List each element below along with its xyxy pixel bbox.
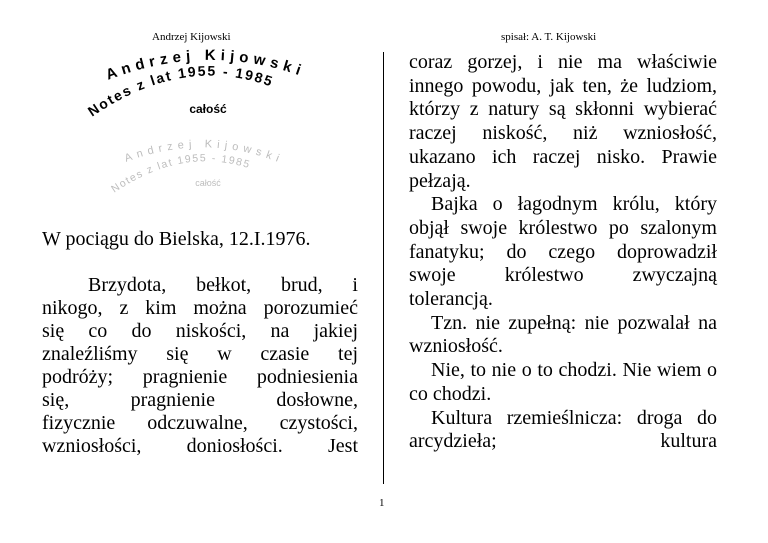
logo-ghost-title-text: Notes z lat 1955 - 1985 [109,152,253,196]
paragraph: Bajka o łagodnym królu, który objął swoje królestwo po szalonym fanatyku; do czego doprowadził swoje królestwo zwyczajną tolerancją. [409,193,717,311]
text-line: wzniosłości, doniosłości. Jest [42,435,358,457]
paragraph: Kultura rzemieślnicza: droga do arcydzieła; kultura [409,406,717,453]
running-header-author: Andrzej Kijowski [152,31,231,43]
text-line: nikogo, z kim można porozumieć [42,297,358,319]
logo-ghost-author-text: Andrzej Kijowski [123,138,286,167]
text-line: fizycznie odczuwalne, czystości, [42,412,358,434]
left-paragraph [42,274,358,458]
logo-ghost [109,138,285,195]
running-header-transcriber: spisał: A. T. Kijowski [501,31,597,43]
title-logo [0,0,384,220]
text-line: się, pragnienie dosłowne, [42,389,358,411]
logo-title-text: Notes z lat 1955 - 1985 [84,62,277,120]
logo-author-text: Andrzej Kijowski [103,46,308,84]
logo-subtitle-text: całość [189,102,227,116]
paragraph: coraz gorzej, i nie ma właściwie innego powodu, jak ten, że ludziom, którzy z natury są skłonni wybierać raczej niskość, niż wzniosłość, ukazano ich raczej nisko. Prawie pełzają. [409,51,717,192]
entry-heading: W pociągu do Bielska, 12.I.1976. [42,228,311,250]
paragraph: Nie, to nie o to chodzi. Nie wiem o co chodzi. [409,359,717,405]
column-divider [383,52,384,484]
text-line: znaleźliśmy się w czasie tej [42,343,358,365]
right-column [409,51,717,454]
logo-ghost-subtitle-text: całość [195,178,221,188]
page-number: 1 [379,497,385,509]
paragraph: Tzn. nie zupełną: nie pozwalał na wzniosłość. [409,311,717,358]
text-line: Brzydota, bełkot, brud, i [88,274,358,296]
text-line: podróży; pragnienie podniesienia [42,366,358,388]
logo-main [85,47,308,119]
left-column [42,228,358,458]
text-line: się co do niskości, na jakiej [42,320,358,342]
